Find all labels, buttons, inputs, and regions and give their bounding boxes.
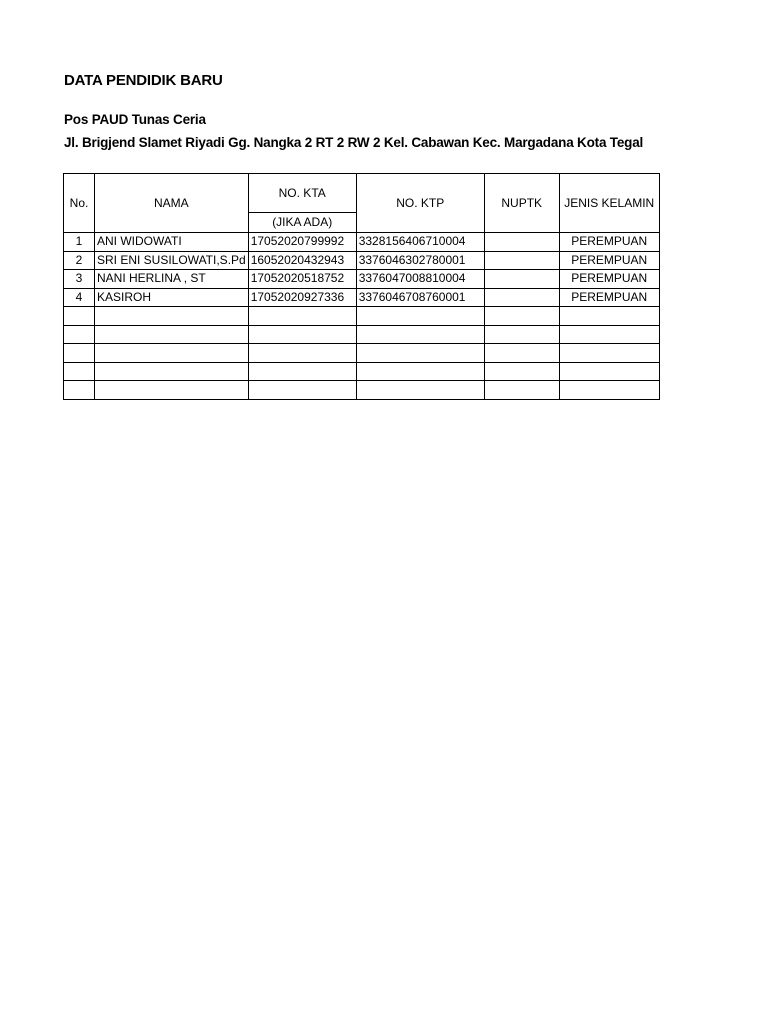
teacher-data-table: [63, 173, 660, 400]
cell-no: 3: [64, 270, 95, 289]
cell-ktp: 3328156406710004: [356, 233, 484, 252]
cell-jenis-kelamin: [559, 344, 659, 363]
table-row: [64, 288, 660, 307]
cell-no: [64, 362, 95, 381]
cell-jenis-kelamin: [559, 381, 659, 400]
cell-no: [64, 381, 95, 400]
cell-kta: 17052020518752: [248, 270, 356, 289]
table-body: [64, 233, 660, 400]
cell-kta: 17052020799992: [248, 233, 356, 252]
cell-jenis-kelamin: PEREMPUAN: [559, 233, 659, 252]
cell-nuptk: [484, 362, 559, 381]
table-row: [64, 251, 660, 270]
cell-ktp: [356, 307, 484, 326]
cell-nama: ANI WIDOWATI: [95, 233, 249, 252]
cell-kta: [248, 307, 356, 326]
cell-jenis-kelamin: [559, 307, 659, 326]
cell-nama: KASIROH: [95, 288, 249, 307]
cell-jenis-kelamin: PEREMPUAN: [559, 288, 659, 307]
cell-ktp: 3376046708760001: [356, 288, 484, 307]
cell-no: [64, 307, 95, 326]
cell-nuptk: [484, 344, 559, 363]
cell-nuptk: [484, 251, 559, 270]
header-no: No.: [64, 174, 95, 233]
cell-nuptk: [484, 325, 559, 344]
cell-nama: [95, 362, 249, 381]
cell-kta: 17052020927336: [248, 288, 356, 307]
cell-nama: [95, 325, 249, 344]
cell-jenis-kelamin: PEREMPUAN: [559, 251, 659, 270]
cell-kta: [248, 344, 356, 363]
cell-kta: [248, 381, 356, 400]
cell-no: 2: [64, 251, 95, 270]
header-nama: NAMA: [95, 174, 249, 233]
cell-ktp: [356, 362, 484, 381]
organization-name: Pos PAUD Tunas Ceria: [64, 112, 206, 127]
cell-ktp: [356, 325, 484, 344]
cell-nama: [95, 344, 249, 363]
cell-nama: NANI HERLINA , ST: [95, 270, 249, 289]
header-nuptk: NUPTK: [484, 174, 559, 233]
cell-nuptk: [484, 381, 559, 400]
table-header: [64, 174, 660, 233]
cell-nuptk: [484, 288, 559, 307]
cell-no: [64, 325, 95, 344]
cell-jenis-kelamin: PEREMPUAN: [559, 270, 659, 289]
table-row: [64, 344, 660, 363]
cell-ktp: [356, 344, 484, 363]
cell-kta: [248, 362, 356, 381]
cell-jenis-kelamin: [559, 325, 659, 344]
cell-nuptk: [484, 307, 559, 326]
cell-ktp: 3376046302780001: [356, 251, 484, 270]
cell-nama: [95, 381, 249, 400]
table-row: [64, 307, 660, 326]
table-row: [64, 233, 660, 252]
cell-no: 1: [64, 233, 95, 252]
cell-kta: 16052020432943: [248, 251, 356, 270]
table-row: [64, 325, 660, 344]
header-kta-sub: (JIKA ADA): [248, 213, 356, 233]
table-row: [64, 362, 660, 381]
document-title: DATA PENDIDIK BARU: [64, 72, 223, 89]
cell-nuptk: [484, 233, 559, 252]
table-row: [64, 270, 660, 289]
cell-nama: SRI ENI SUSILOWATI,S.Pd: [95, 251, 249, 270]
cell-no: 4: [64, 288, 95, 307]
organization-address: Jl. Brigjend Slamet Riyadi Gg. Nangka 2 RT 2 RW 2 Kel. Cabawan Kec. Margadana Kota Tegal: [64, 135, 644, 150]
cell-jenis-kelamin: [559, 362, 659, 381]
header-kta: NO. KTA: [248, 174, 356, 213]
cell-ktp: [356, 381, 484, 400]
header-jenis-kelamin: JENIS KELAMIN: [559, 174, 659, 233]
cell-kta: [248, 325, 356, 344]
header-ktp: NO. KTP: [356, 174, 484, 233]
cell-no: [64, 344, 95, 363]
table-row: [64, 381, 660, 400]
cell-nama: [95, 307, 249, 326]
cell-nuptk: [484, 270, 559, 289]
cell-ktp: 3376047008810004: [356, 270, 484, 289]
